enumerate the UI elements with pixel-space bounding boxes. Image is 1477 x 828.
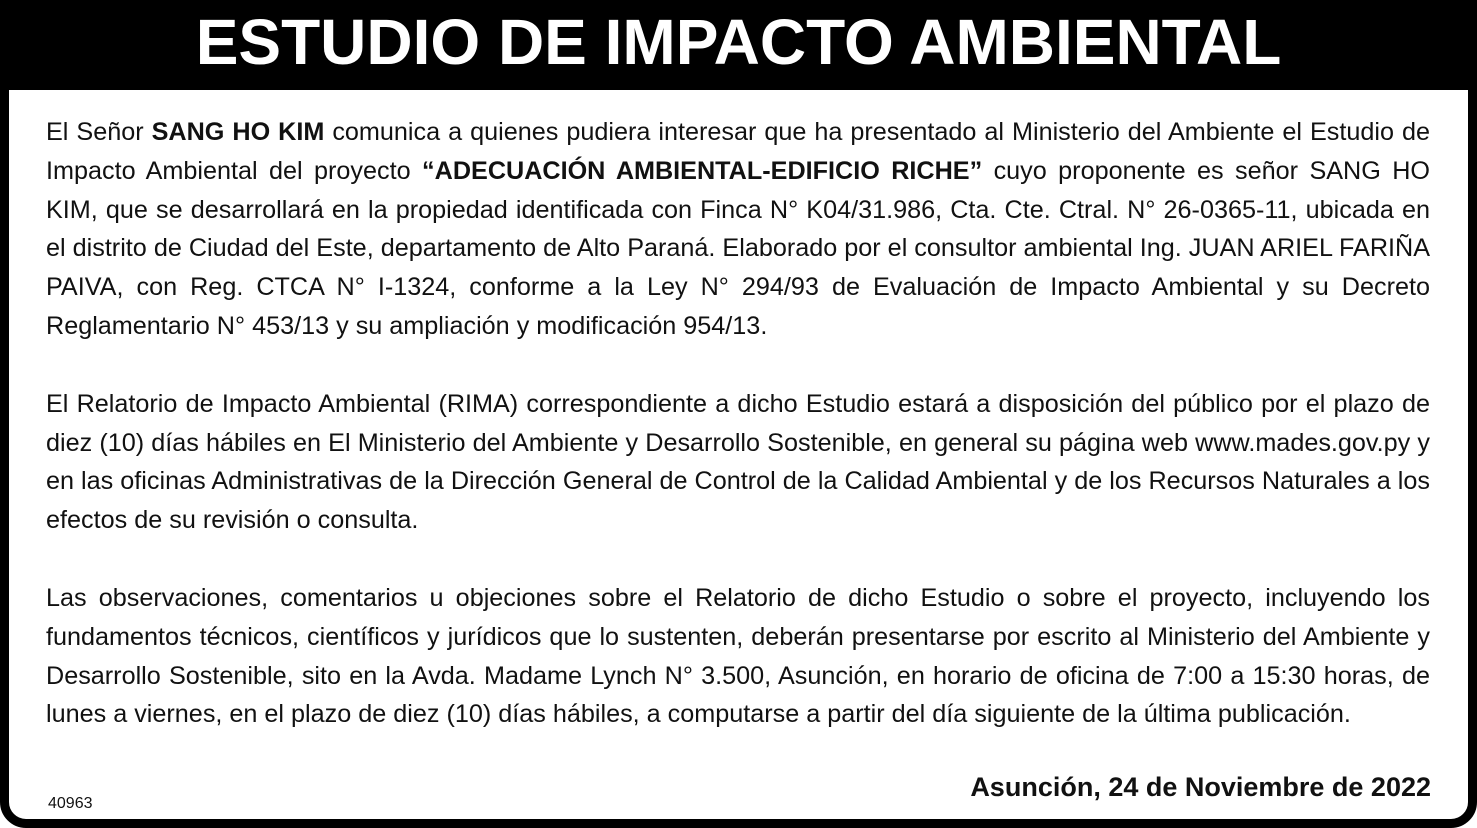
notice-title: ESTUDIO DE IMPACTO AMBIENTAL [0, 0, 1477, 90]
paragraph-1-text-c: cuyo proponente es señor SANG HO KIM, que se desarrollará en la propiedad identificada con Finca N° K04/31.986, Cta. Cte. Ctral. N° 26-0365-11, ubicada en el distrito de Ciudad del Este, departamento de Alto Paraná. Elaborado por el consultor ambiental Ing. JUAN ARIEL FARIÑA PAIVA, con Reg. CTCA N° I-1324, conforme a la Ley N° 294/93 de Evaluación de Impacto Ambiental y su Decreto Reglamentario N° 453/13 y su ampliación y modificación 954/13. [46, 156, 1431, 340]
paragraph-1 [46, 113, 1430, 346]
notice-date: Asunción, 24 de Noviembre de 2022 [970, 772, 1431, 802]
project-name: “ADECUACIÓN AMBIENTAL-EDIFICIO RICHE” [422, 156, 983, 185]
notice-code: 40963 [48, 795, 93, 812]
paragraph-3: Las observaciones, comentarios u objeciones sobre el Relatorio de dicho Estudio o sobre el proyecto, incluyendo los fundamentos técnicos, científicos y jurídicos que lo sustenten, deberán presentarse por escrito al Ministerio del Ambiente y Desarrollo Sostenible, sito en la Avda. Madame Lynch N° 3.500, Asunción, en horario de oficina de 7:00 a 15:30 horas, de lunes a viernes, en el plazo de diez (10) días hábiles, a computarse a partir del día siguiente de la última publicación. [46, 583, 1430, 729]
proponent-name: SANG HO KIM [151, 118, 325, 146]
paragraph-1-text-b: comunica a quienes pudiera interesar que ha presentado al Ministerio del Ambiente el Estudio de Impacto Ambiental del proyecto [46, 118, 1431, 185]
paragraph-2: El Relatorio de Impacto Ambiental (RIMA) correspondiente a dicho Estudio estará a disposición del público por el plazo de diez (10) días hábiles en El Ministerio del Ambiente y Desarrollo Sostenible, en general su página web www.mades.gov.py y en las oficinas Administrativas de la Dirección General de Control de la Calidad Ambiental y de los Recursos Naturales a los efectos de su revisión o consulta. [46, 389, 1430, 535]
paragraph-1-text-a: El Señor [46, 118, 152, 146]
notice-body [46, 113, 1430, 773]
